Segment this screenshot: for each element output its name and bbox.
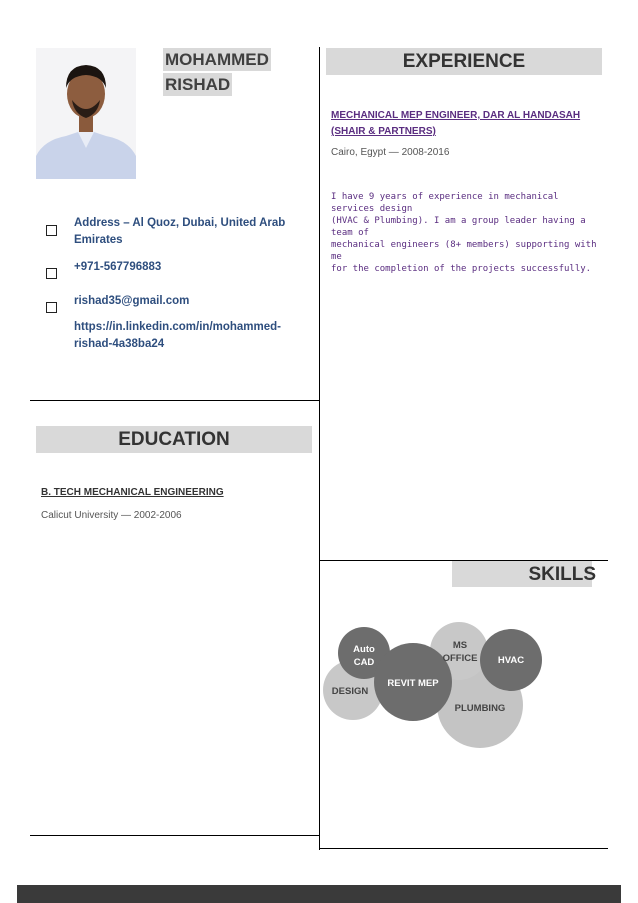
- skill-label-ms-office-2: OFFICE: [442, 653, 478, 664]
- job-location-dates: Cairo, Egypt — 2008-2016: [331, 147, 450, 158]
- name-last: RISHAD: [165, 75, 231, 94]
- divider-contact-bottom: [30, 400, 319, 401]
- skills-heading: SKILLS: [528, 564, 596, 585]
- skill-label-design: DESIGN: [331, 686, 369, 697]
- contact-phone: +971-567796883: [74, 261, 162, 273]
- job-description: [331, 191, 605, 275]
- profile-photo: [36, 48, 136, 179]
- skill-label-autocad-1: Auto: [353, 644, 375, 655]
- linkedin-line-1: https://in.linkedin.com/in/mohammed-: [74, 321, 282, 333]
- contact-address: [74, 215, 304, 249]
- skill-label-autocad-2: CAD: [353, 657, 375, 668]
- address-line-2: Emirates: [74, 234, 123, 246]
- checkbox-address[interactable]: [46, 225, 57, 236]
- education-heading: EDUCATION: [118, 429, 230, 450]
- contact-email[interactable]: rishad35@gmail.com: [74, 295, 190, 307]
- skill-label-ms-office-1: MS: [452, 640, 468, 651]
- skills-bubble-chart: [320, 615, 550, 755]
- job-title: [331, 108, 601, 140]
- education-degree: B. TECH MECHANICAL ENGINEERING: [41, 487, 224, 498]
- skill-label-revit: REVIT MEP: [387, 678, 439, 689]
- contact-linkedin[interactable]: [74, 319, 304, 353]
- footer-bar: [17, 885, 621, 903]
- checkbox-phone[interactable]: [46, 268, 57, 279]
- job-desc-line-3: mechanical engineers (8+ members) supporting with me: [331, 240, 597, 262]
- education-school-dates: Calicut University — 2002-2006: [41, 510, 182, 521]
- divider-right-bottom: [320, 848, 608, 849]
- divider-left-bottom: [30, 835, 319, 836]
- checkbox-email[interactable]: [46, 302, 57, 313]
- name-first: MOHAMMED: [165, 50, 269, 69]
- job-desc-line-2: (HVAC & Plumbing). I am a group leader having a team of: [331, 216, 586, 238]
- linkedin-line-2: rishad-4a38ba24: [74, 338, 165, 350]
- address-line-1: Address – Al Quoz, Dubai, United Arab: [74, 217, 286, 229]
- skill-label-plumbing: PLUMBING: [454, 703, 506, 714]
- job-title-line-1: MECHANICAL MEP ENGINEER, DAR AL HANDASAH: [331, 110, 581, 121]
- job-title-line-2: (SHAIR & PARTNERS): [331, 126, 436, 137]
- skill-label-hvac: HVAC: [497, 655, 525, 666]
- job-desc-line-4: for the completion of the projects successfully.: [331, 264, 592, 274]
- job-desc-line-1: I have 9 years of experience in mechanical services design: [331, 192, 559, 214]
- experience-heading: EXPERIENCE: [402, 51, 526, 72]
